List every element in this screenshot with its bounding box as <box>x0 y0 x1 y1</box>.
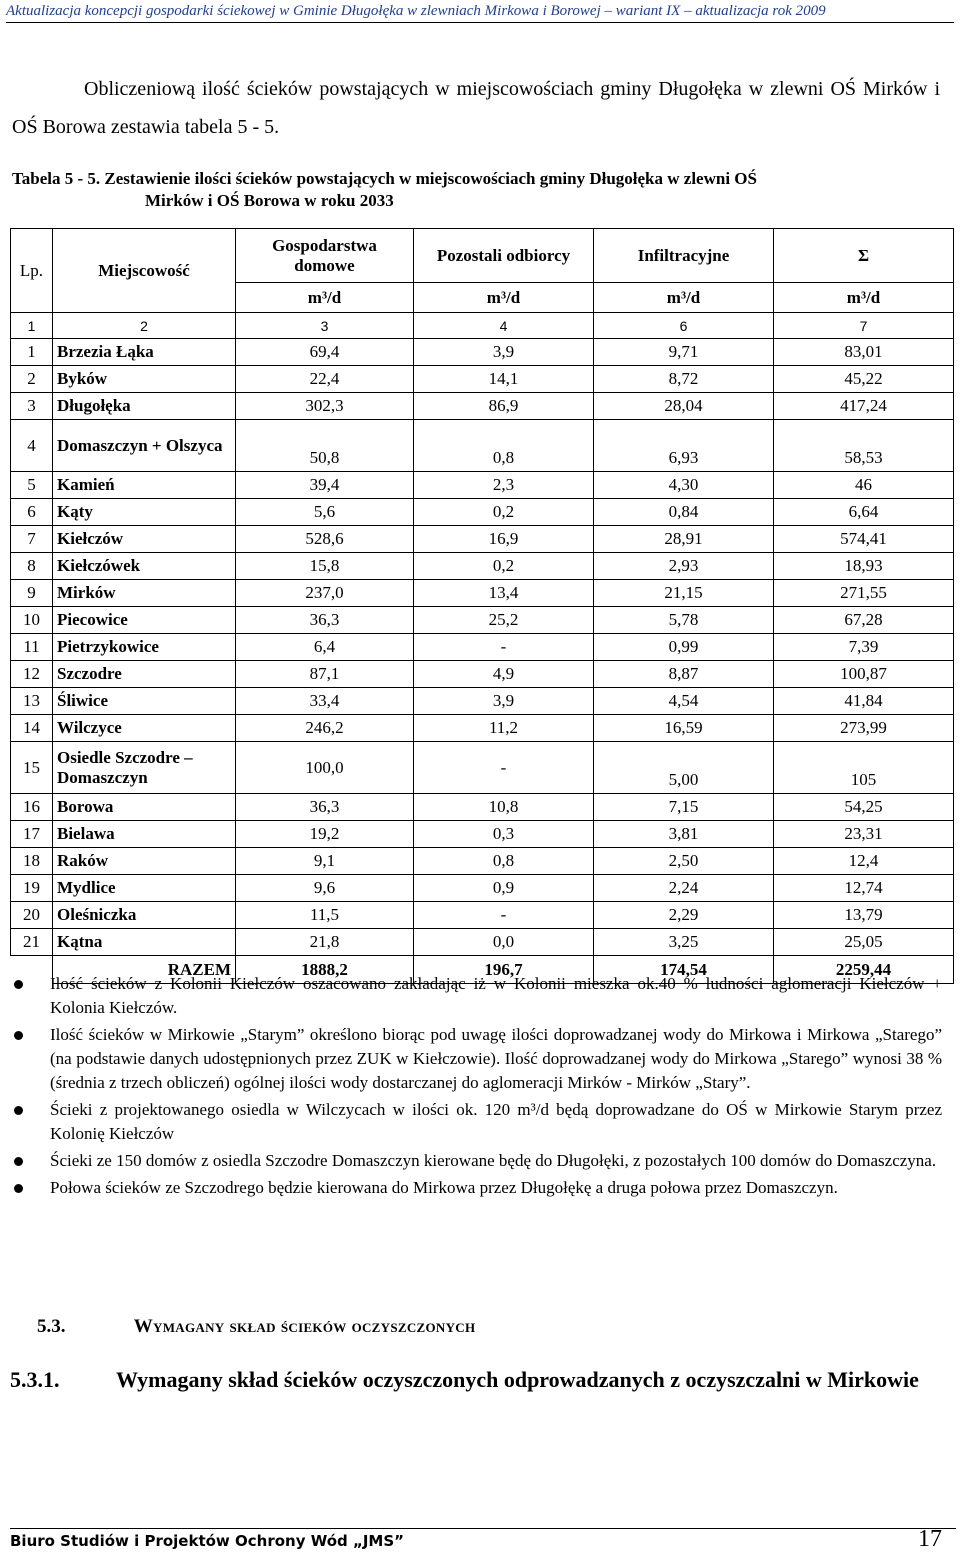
row-infiltration: 7,15 <box>594 794 774 821</box>
row-sum: 12,74 <box>774 875 954 902</box>
row-others: 13,4 <box>414 580 594 607</box>
row-infiltration: 9,71 <box>594 339 774 366</box>
row-household: 19,2 <box>236 821 414 848</box>
note-text: Ścieki ze 150 domów z osiedla Szczodre Domaszczyn kierowane będę do Długołęki, z pozostałych 100 domów do Domaszczyna. <box>50 1151 937 1170</box>
table-row <box>11 875 954 902</box>
table-row <box>11 902 954 929</box>
row-place: Bielawa <box>53 821 236 848</box>
table-row <box>11 553 954 580</box>
row-household: 33,4 <box>236 688 414 715</box>
table-row <box>11 929 954 956</box>
row-infiltration: 0,84 <box>594 499 774 526</box>
row-place: Pietrzykowice <box>53 634 236 661</box>
row-infiltration: 8,72 <box>594 366 774 393</box>
note-text: Ilość ścieków w Mirkowie „Starym” określono biorąc pod uwagę ilości doprowadzanej wody do Mirkowa i Mirkowa „Starego” (na podstawie danych udostępnionych przez ZUK w Kiełczowie). Ilość doprowadzanej wody do Mirkowa „Starego” wynosi 38 % (średnia z trzech obliczeń) ogólnej ilości wody dostarczanej do aglomeracji Mirków - Mirków „Stary”. <box>50 1025 942 1092</box>
table-row <box>11 366 954 393</box>
row-household: 302,3 <box>236 393 414 420</box>
row-infiltration: 21,15 <box>594 580 774 607</box>
table-index-row <box>11 313 954 339</box>
table-caption <box>12 168 942 212</box>
row-place: Kiełczówek <box>53 553 236 580</box>
row-sum: 25,05 <box>774 929 954 956</box>
table-row <box>11 794 954 821</box>
total-infiltration: 174,54 <box>594 956 774 984</box>
row-others: 0,2 <box>414 553 594 580</box>
row-sum: 417,24 <box>774 393 954 420</box>
table-row <box>11 715 954 742</box>
row-lp: 12 <box>11 661 53 688</box>
row-household: 5,6 <box>236 499 414 526</box>
row-place: Oleśniczka <box>53 902 236 929</box>
row-household: 9,6 <box>236 875 414 902</box>
section-title: Wymagany skład ścieków oczyszczonych <box>133 1316 476 1337</box>
row-household: 36,3 <box>236 607 414 634</box>
row-place: Śliwice <box>53 688 236 715</box>
index-cell: 1 <box>11 313 53 339</box>
table-row <box>11 420 954 472</box>
row-lp: 21 <box>11 929 53 956</box>
row-household: 36,3 <box>236 794 414 821</box>
row-household: 15,8 <box>236 553 414 580</box>
row-sum: 83,01 <box>774 339 954 366</box>
row-others: 3,9 <box>414 688 594 715</box>
footer-organization: Biuro Studiów i Projektów Ochrony Wód „JMS” <box>10 1532 405 1550</box>
row-sum: 67,28 <box>774 607 954 634</box>
table-row <box>11 688 954 715</box>
row-place: Szczodre <box>53 661 236 688</box>
row-others: 0,3 <box>414 821 594 848</box>
header-place: Miejscowość <box>53 229 236 313</box>
row-infiltration: 0,99 <box>594 634 774 661</box>
section-title: Wymagany skład ścieków oczyszczonych odprowadzanych z oczyszczalni w Mirkowie <box>116 1367 919 1392</box>
section-heading-5-3-1 <box>10 1366 930 1394</box>
table-row <box>11 821 954 848</box>
note-item <box>10 972 942 1020</box>
section-heading-5-3 <box>37 1316 475 1338</box>
row-place: Kamień <box>53 472 236 499</box>
row-sum: 54,25 <box>774 794 954 821</box>
row-place: Mirków <box>53 580 236 607</box>
row-infiltration: 2,50 <box>594 848 774 875</box>
row-infiltration: 2,93 <box>594 553 774 580</box>
bullet-icon <box>14 980 23 989</box>
row-place: Byków <box>53 366 236 393</box>
header-sum: Σ <box>774 229 954 283</box>
row-others: 0,0 <box>414 929 594 956</box>
row-place: Raków <box>53 848 236 875</box>
unit-cell: m³/d <box>774 283 954 313</box>
row-household: 39,4 <box>236 472 414 499</box>
row-lp: 14 <box>11 715 53 742</box>
row-lp: 1 <box>11 339 53 366</box>
row-sum: 41,84 <box>774 688 954 715</box>
row-sum: 7,39 <box>774 634 954 661</box>
footer-divider <box>10 1528 956 1529</box>
page-number: 17 <box>918 1526 942 1552</box>
row-place: Mydlice <box>53 875 236 902</box>
row-lp: 5 <box>11 472 53 499</box>
caption-line-1: Tabela 5 - 5. Zestawienie ilości ścieków powstających w miejscowościach gminy Długołęka w zlewni OŚ <box>12 169 757 188</box>
unit-cell: m³/d <box>594 283 774 313</box>
row-lp: 20 <box>11 902 53 929</box>
row-lp: 17 <box>11 821 53 848</box>
row-household: 69,4 <box>236 339 414 366</box>
row-lp: 19 <box>11 875 53 902</box>
row-lp: 3 <box>11 393 53 420</box>
row-infiltration: 2,24 <box>594 875 774 902</box>
row-others: 86,9 <box>414 393 594 420</box>
note-item <box>10 1023 942 1095</box>
table-row <box>11 526 954 553</box>
row-sum: 46 <box>774 472 954 499</box>
row-sum: 6,64 <box>774 499 954 526</box>
row-sum: 23,31 <box>774 821 954 848</box>
row-place: Kąty <box>53 499 236 526</box>
row-sum: 574,41 <box>774 526 954 553</box>
row-household: 9,1 <box>236 848 414 875</box>
page-footer <box>10 1512 954 1552</box>
row-household: 6,4 <box>236 634 414 661</box>
total-sum: 2259,44 <box>774 956 954 984</box>
notes-list <box>10 972 942 1203</box>
row-others: 0,8 <box>414 848 594 875</box>
row-household: 11,5 <box>236 902 414 929</box>
row-others: 3,9 <box>414 339 594 366</box>
row-lp: 15 <box>11 742 53 794</box>
intro-paragraph: Obliczeniową ilość ścieków powstających w miejscowościach gminy Długołęka w zlewni OŚ Mirków i OŚ Borowa zestawia tabela 5 - 5. <box>12 78 940 138</box>
row-infiltration: 3,25 <box>594 929 774 956</box>
row-household: 237,0 <box>236 580 414 607</box>
row-place: Długołęka <box>53 393 236 420</box>
table-row <box>11 393 954 420</box>
row-infiltration: 6,93 <box>594 420 774 472</box>
row-others: - <box>414 634 594 661</box>
row-household: 100,0 <box>236 742 414 794</box>
row-sum: 13,79 <box>774 902 954 929</box>
table-row <box>11 339 954 366</box>
note-text: Ścieki z projektowanego osiedla w Wilczycach w ilości ok. 120 m³/d będą doprowadzane do OŚ w Mirkowie Starym przez Kolonię Kiełczów <box>50 1100 942 1143</box>
index-cell: 2 <box>53 313 236 339</box>
row-place: Wilczyce <box>53 715 236 742</box>
index-cell: 3 <box>236 313 414 339</box>
row-others: 0,9 <box>414 875 594 902</box>
row-place: Piecowice <box>53 607 236 634</box>
row-household: 50,8 <box>236 420 414 472</box>
note-item <box>10 1176 942 1200</box>
note-item <box>10 1149 942 1173</box>
row-place: Kątna <box>53 929 236 956</box>
total-others: 196,7 <box>414 956 594 984</box>
row-household: 22,4 <box>236 366 414 393</box>
unit-cell: m³/d <box>236 283 414 313</box>
section-number: 5.3.1. <box>10 1367 60 1392</box>
total-household: 1888,2 <box>236 956 414 984</box>
total-label: RAZEM <box>53 956 236 984</box>
row-place: Brzezia Łąka <box>53 339 236 366</box>
row-others: 0,2 <box>414 499 594 526</box>
header-others: Pozostali odbiorcy <box>414 229 594 283</box>
row-lp: 11 <box>11 634 53 661</box>
row-sum: 58,53 <box>774 420 954 472</box>
row-lp: 7 <box>11 526 53 553</box>
row-infiltration: 4,30 <box>594 472 774 499</box>
row-others: - <box>414 742 594 794</box>
row-infiltration: 8,87 <box>594 661 774 688</box>
table-row <box>11 472 954 499</box>
row-sum: 12,4 <box>774 848 954 875</box>
row-others: 11,2 <box>414 715 594 742</box>
row-place: Domaszczyn + Olszyca <box>53 420 236 472</box>
table-row <box>11 607 954 634</box>
note-text: Ilość ścieków z Kolonii Kiełczów oszacowano zakładając iż w Kolonii mieszka ok.40 % ludności aglomeracji Kiełczów + Kolonia Kiełczów. <box>50 974 942 1017</box>
row-household: 21,8 <box>236 929 414 956</box>
row-lp: 8 <box>11 553 53 580</box>
row-others: 16,9 <box>414 526 594 553</box>
row-others: 25,2 <box>414 607 594 634</box>
row-infiltration: 16,59 <box>594 715 774 742</box>
table-row <box>11 661 954 688</box>
table-row <box>11 848 954 875</box>
running-header: Aktualizacja koncepcji gospodarki ściekowej w Gminie Długołęka w zlewniach Mirkowa i Borowej – wariant IX – aktualizacja rok 2009 <box>6 3 954 23</box>
caption-line-2: Mirków i OŚ Borowa w roku 2033 <box>145 191 394 210</box>
bullet-icon <box>14 1106 23 1115</box>
section-number: 5.3. <box>37 1316 66 1337</box>
index-cell: 7 <box>774 313 954 339</box>
row-infiltration: 2,29 <box>594 902 774 929</box>
row-infiltration: 4,54 <box>594 688 774 715</box>
row-others: 2,3 <box>414 472 594 499</box>
wastewater-table <box>10 228 954 984</box>
bullet-icon <box>14 1184 23 1193</box>
table-header-row <box>11 229 954 283</box>
row-place: Borowa <box>53 794 236 821</box>
note-item <box>10 1098 942 1146</box>
row-lp: 2 <box>11 366 53 393</box>
row-infiltration: 28,04 <box>594 393 774 420</box>
row-infiltration: 3,81 <box>594 821 774 848</box>
row-sum: 105 <box>774 742 954 794</box>
row-household: 246,2 <box>236 715 414 742</box>
row-lp: 13 <box>11 688 53 715</box>
header-infiltration: Infiltracyjne <box>594 229 774 283</box>
table-row <box>11 580 954 607</box>
row-place: Kiełczów <box>53 526 236 553</box>
row-sum: 271,55 <box>774 580 954 607</box>
row-lp: 4 <box>11 420 53 472</box>
row-lp: 16 <box>11 794 53 821</box>
row-others: - <box>414 902 594 929</box>
row-infiltration: 28,91 <box>594 526 774 553</box>
row-sum: 18,93 <box>774 553 954 580</box>
row-sum: 100,87 <box>774 661 954 688</box>
header-lp: Lp. <box>11 229 53 313</box>
row-lp: 10 <box>11 607 53 634</box>
header-household: Gospodarstwa domowe <box>236 229 414 283</box>
table-row <box>11 499 954 526</box>
row-sum: 273,99 <box>774 715 954 742</box>
row-lp: 18 <box>11 848 53 875</box>
row-sum: 45,22 <box>774 366 954 393</box>
row-others: 0,8 <box>414 420 594 472</box>
table-row <box>11 742 954 794</box>
row-infiltration: 5,78 <box>594 607 774 634</box>
row-place: Osiedle Szczodre – Domaszczyn <box>53 742 236 794</box>
note-text: Połowa ścieków ze Szczodrego będzie kierowana do Mirkowa przez Długołękę a druga połowa przez Domaszczyn. <box>50 1178 838 1197</box>
row-others: 4,9 <box>414 661 594 688</box>
table-row <box>11 634 954 661</box>
row-lp: 6 <box>11 499 53 526</box>
row-others: 10,8 <box>414 794 594 821</box>
index-cell: 6 <box>594 313 774 339</box>
bullet-icon <box>14 1157 23 1166</box>
row-household: 528,6 <box>236 526 414 553</box>
row-infiltration: 5,00 <box>594 742 774 794</box>
index-cell: 4 <box>414 313 594 339</box>
unit-cell: m³/d <box>414 283 594 313</box>
row-others: 14,1 <box>414 366 594 393</box>
row-household: 87,1 <box>236 661 414 688</box>
bullet-icon <box>14 1031 23 1040</box>
row-lp: 9 <box>11 580 53 607</box>
